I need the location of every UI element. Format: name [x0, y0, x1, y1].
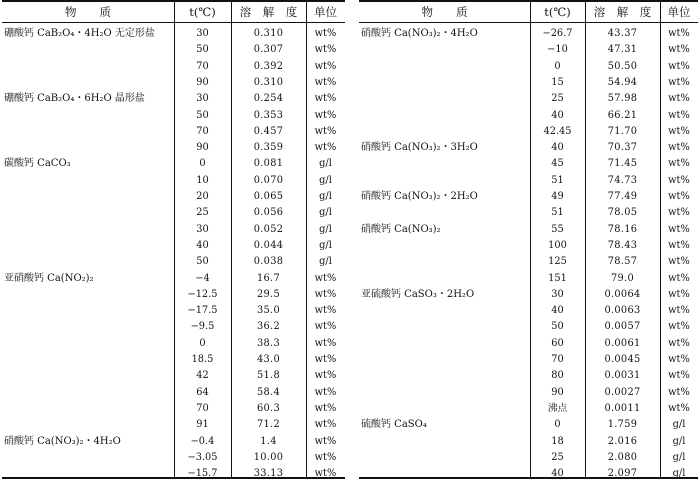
row-temperature: 0	[554, 60, 561, 72]
row-temperature: −15.7	[187, 468, 218, 480]
row-solubility: 0.254	[253, 93, 284, 105]
row-temperature: 30	[196, 223, 209, 235]
row-solubility: 58.4	[256, 386, 280, 398]
row-temperature: −3.05	[187, 451, 218, 463]
row-unit: wt%	[314, 451, 337, 463]
row-temperature: 70	[196, 125, 209, 137]
row-solubility: 60.3	[256, 402, 280, 414]
row-unit: wt%	[314, 272, 337, 284]
row-substance: 硝酸钙 Ca(NO₃)₂	[361, 223, 441, 235]
row-solubility: 0.457	[253, 125, 284, 137]
row-unit: wt%	[668, 207, 690, 219]
row-solubility: 0.0064	[604, 288, 641, 300]
row-temperature: 40	[551, 468, 564, 480]
row-solubility: 0.310	[253, 76, 284, 88]
solubility-table-left	[2, 0, 345, 479]
row-temperature: 60	[551, 337, 564, 349]
row-unit: wt%	[668, 288, 690, 300]
row-unit: wt%	[314, 337, 337, 349]
row-temperature: 51	[551, 207, 564, 219]
row-temperature: 80	[551, 370, 564, 382]
row-solubility: 77.49	[607, 191, 638, 202]
row-unit: wt%	[668, 402, 690, 414]
row-unit: wt%	[668, 125, 690, 137]
row-solubility: 0.0031	[604, 370, 641, 382]
row-unit: g/l	[319, 239, 332, 251]
row-solubility: 1.759	[607, 419, 638, 431]
row-solubility: 0.310	[253, 28, 284, 39]
row-temperature: 30	[196, 93, 209, 105]
row-unit: wt%	[314, 93, 337, 105]
header-solubility: 溶 解 度	[593, 5, 652, 19]
row-unit: wt%	[668, 354, 690, 365]
row-temperature: 40	[551, 109, 564, 121]
row-unit: g/l	[319, 207, 332, 219]
row-temperature: 50	[196, 44, 209, 56]
row-unit: g/l	[672, 468, 686, 480]
row-unit: wt%	[314, 44, 337, 56]
row-unit: g/l	[319, 191, 332, 202]
row-temperature: 55	[551, 223, 564, 235]
row-solubility: 10.00	[253, 451, 284, 463]
row-temperature: 42	[196, 370, 209, 382]
row-substance: 硝酸钙 Ca(NO₃)₂・4H₂O	[361, 28, 478, 39]
row-solubility: 43.0	[256, 354, 280, 365]
row-unit: wt%	[668, 256, 690, 268]
row-unit: wt%	[668, 174, 690, 186]
row-temperature: −10	[547, 44, 568, 56]
row-temperature: 151	[548, 272, 567, 284]
row-unit: wt%	[314, 76, 337, 88]
row-solubility: 0.0011	[604, 402, 641, 414]
row-unit: wt%	[314, 142, 337, 154]
row-substance: 硝酸钙 Ca(NO₃)₂・3H₂O	[361, 142, 478, 154]
row-unit: wt%	[314, 125, 337, 137]
row-solubility: 0.0045	[604, 354, 641, 365]
table-row	[2, 464, 345, 483]
row-unit: wt%	[314, 321, 337, 333]
row-solubility: 0.392	[253, 60, 284, 72]
row-unit: wt%	[314, 109, 337, 121]
row-temperature: 42.45	[543, 125, 572, 137]
header-unit: 单位	[314, 5, 337, 19]
row-unit: wt%	[668, 76, 690, 88]
row-solubility: 1.4	[260, 435, 277, 447]
row-unit: g/l	[672, 435, 686, 447]
row-substance: 碳酸钙 CaCO₃	[4, 158, 71, 170]
row-unit: wt%	[668, 370, 690, 382]
row-solubility: 33.13	[253, 468, 284, 480]
row-temperature: 30	[196, 28, 209, 39]
row-unit: wt%	[668, 60, 690, 72]
row-solubility: 0.056	[253, 207, 284, 219]
row-unit: wt%	[668, 272, 690, 284]
row-unit: wt%	[668, 93, 690, 105]
row-solubility: 78.57	[607, 256, 638, 268]
row-temperature: −4	[195, 272, 210, 284]
row-temperature: 0	[199, 158, 206, 170]
row-solubility: 66.21	[607, 109, 638, 121]
row-solubility: 0.359	[253, 142, 284, 154]
row-substance: 硝酸钙 Ca(NO₃)₂・2H₂O	[361, 191, 478, 202]
row-solubility: 2.016	[607, 435, 638, 447]
row-temperature: 50	[196, 256, 209, 268]
row-solubility: 70.37	[607, 142, 638, 154]
row-unit: wt%	[314, 386, 337, 398]
row-unit: wt%	[668, 386, 690, 398]
row-temperature: 30	[551, 288, 564, 300]
row-unit: wt%	[668, 223, 690, 235]
row-substance: 硼酸钙 CaB₂O₄・6H₂O 晶形盐	[4, 93, 145, 105]
row-substance: 亚硫酸钙 CaSO₃・2H₂O	[361, 288, 475, 300]
row-unit: wt%	[668, 305, 690, 317]
row-solubility: 38.3	[256, 337, 280, 349]
row-solubility: 0.0063	[604, 305, 641, 317]
row-unit: wt%	[314, 305, 337, 317]
row-substance: 亚硝酸钙 Ca(NO₂)₂	[4, 272, 94, 284]
row-unit: wt%	[668, 337, 690, 349]
row-solubility: 0.307	[253, 44, 284, 56]
row-unit: wt%	[668, 44, 690, 56]
row-temperature: 64	[196, 386, 209, 398]
row-unit: g/l	[672, 419, 686, 431]
row-unit: wt%	[668, 28, 690, 39]
row-unit: wt%	[668, 142, 690, 154]
row-solubility: 51.8	[256, 370, 280, 382]
row-temperature: 0	[554, 419, 561, 431]
row-temperature: 100	[548, 239, 567, 251]
row-solubility: 0.038	[253, 256, 284, 268]
header-temperature: t(℃)	[189, 5, 216, 19]
row-temperature: 49	[551, 191, 564, 202]
row-unit: wt%	[314, 370, 337, 382]
row-substance	[2, 464, 176, 483]
table-row	[359, 464, 698, 483]
row-unit: wt%	[314, 419, 337, 431]
row-temperature: 70	[551, 354, 564, 365]
row-temperature: 40	[551, 305, 564, 317]
table-header	[359, 2, 698, 23]
row-temperature: 70	[196, 402, 209, 414]
row-solubility: 0.065	[253, 191, 284, 202]
row-unit: wt%	[314, 28, 337, 39]
row-solubility: 0.0057	[604, 321, 641, 333]
row-solubility: 50.50	[607, 60, 638, 72]
row-substance	[359, 464, 532, 483]
row-temperature: 50	[196, 109, 209, 121]
row-temperature: 70	[196, 60, 209, 72]
solubility-table-right	[359, 0, 698, 479]
row-solubility: 0.070	[253, 174, 284, 186]
row-solubility: 71.70	[607, 125, 638, 137]
row-temperature: 沸点	[547, 402, 568, 414]
row-solubility: 54.94	[607, 76, 638, 88]
row-unit: g/l	[319, 256, 332, 268]
row-solubility: 47.31	[607, 44, 638, 56]
row-solubility: 35.0	[256, 305, 280, 317]
header-substance: 物 质	[421, 5, 468, 19]
row-unit: wt%	[314, 468, 337, 480]
row-solubility: 74.73	[607, 174, 638, 186]
row-solubility: 0.044	[253, 239, 284, 251]
row-temperature: −0.4	[190, 435, 215, 447]
header-solubility: 溶 解 度	[239, 5, 298, 19]
row-temperature: 15	[551, 76, 564, 88]
header-unit: 单位	[667, 5, 691, 19]
row-unit: wt%	[668, 239, 690, 251]
row-solubility: 43.37	[607, 28, 638, 39]
row-unit: wt%	[668, 109, 690, 121]
row-unit: wt%	[314, 402, 337, 414]
row-substance: 硫酸钙 CaSO₄	[361, 419, 427, 431]
row-solubility: 2.097	[607, 468, 638, 480]
row-temperature: 50	[551, 321, 564, 333]
row-temperature: 0	[199, 337, 206, 349]
row-solubility: 0.353	[253, 109, 284, 121]
row-solubility: 0.081	[253, 158, 284, 170]
header-substance: 物 质	[65, 5, 111, 19]
row-temperature: 18.5	[191, 354, 214, 365]
row-unit: wt%	[668, 321, 690, 333]
row-temperature: 40	[551, 142, 564, 154]
row-solubility: 2.080	[607, 451, 638, 463]
row-unit: g/l	[319, 223, 332, 235]
row-temperature: 25	[551, 93, 564, 105]
row-temperature: 51	[551, 174, 564, 186]
row-temperature: −9.5	[190, 321, 215, 333]
row-temperature: −12.5	[187, 288, 218, 300]
row-temperature: 18	[551, 435, 564, 447]
row-temperature: −26.7	[542, 28, 573, 39]
row-solubility: 78.05	[607, 207, 638, 219]
row-temperature: 91	[196, 419, 209, 431]
row-temperature: −17.5	[187, 305, 218, 317]
row-temperature: 20	[196, 191, 209, 202]
row-temperature: 90	[196, 142, 209, 154]
row-solubility: 57.98	[607, 93, 638, 105]
row-unit: wt%	[314, 288, 337, 300]
row-temperature: 125	[548, 256, 567, 268]
row-solubility: 36.2	[256, 321, 280, 333]
row-temperature: 10	[196, 174, 209, 186]
row-solubility: 78.43	[607, 239, 638, 251]
row-solubility: 29.5	[256, 288, 280, 300]
row-solubility: 71.2	[256, 419, 280, 431]
row-unit: wt%	[668, 191, 690, 202]
row-solubility: 0.052	[253, 223, 284, 235]
row-unit: g/l	[319, 174, 332, 186]
row-unit: wt%	[314, 60, 337, 72]
row-temperature: 25	[551, 451, 564, 463]
row-substance: 硝酸钙 Ca(NO₃)₂・4H₂O	[4, 435, 121, 447]
row-solubility: 0.0061	[604, 337, 641, 349]
row-unit: g/l	[672, 451, 686, 463]
row-temperature: 90	[196, 76, 209, 88]
row-unit: wt%	[668, 158, 690, 170]
row-solubility: 71.45	[607, 158, 638, 170]
row-unit: wt%	[314, 354, 337, 365]
row-solubility: 16.7	[256, 272, 280, 284]
header-temperature: t(℃)	[544, 5, 571, 19]
row-solubility: 79.0	[610, 272, 634, 284]
row-temperature: 45	[551, 158, 564, 170]
row-temperature: 25	[196, 207, 209, 219]
row-unit: g/l	[319, 158, 332, 170]
row-solubility: 78.16	[607, 223, 638, 235]
row-unit: wt%	[314, 435, 337, 447]
row-temperature: 40	[196, 239, 209, 251]
row-solubility: 0.0027	[604, 386, 641, 398]
row-substance: 硼酸钙 CaB₂O₄・4H₂O 无定形盐	[4, 28, 155, 39]
row-temperature: 90	[551, 386, 564, 398]
